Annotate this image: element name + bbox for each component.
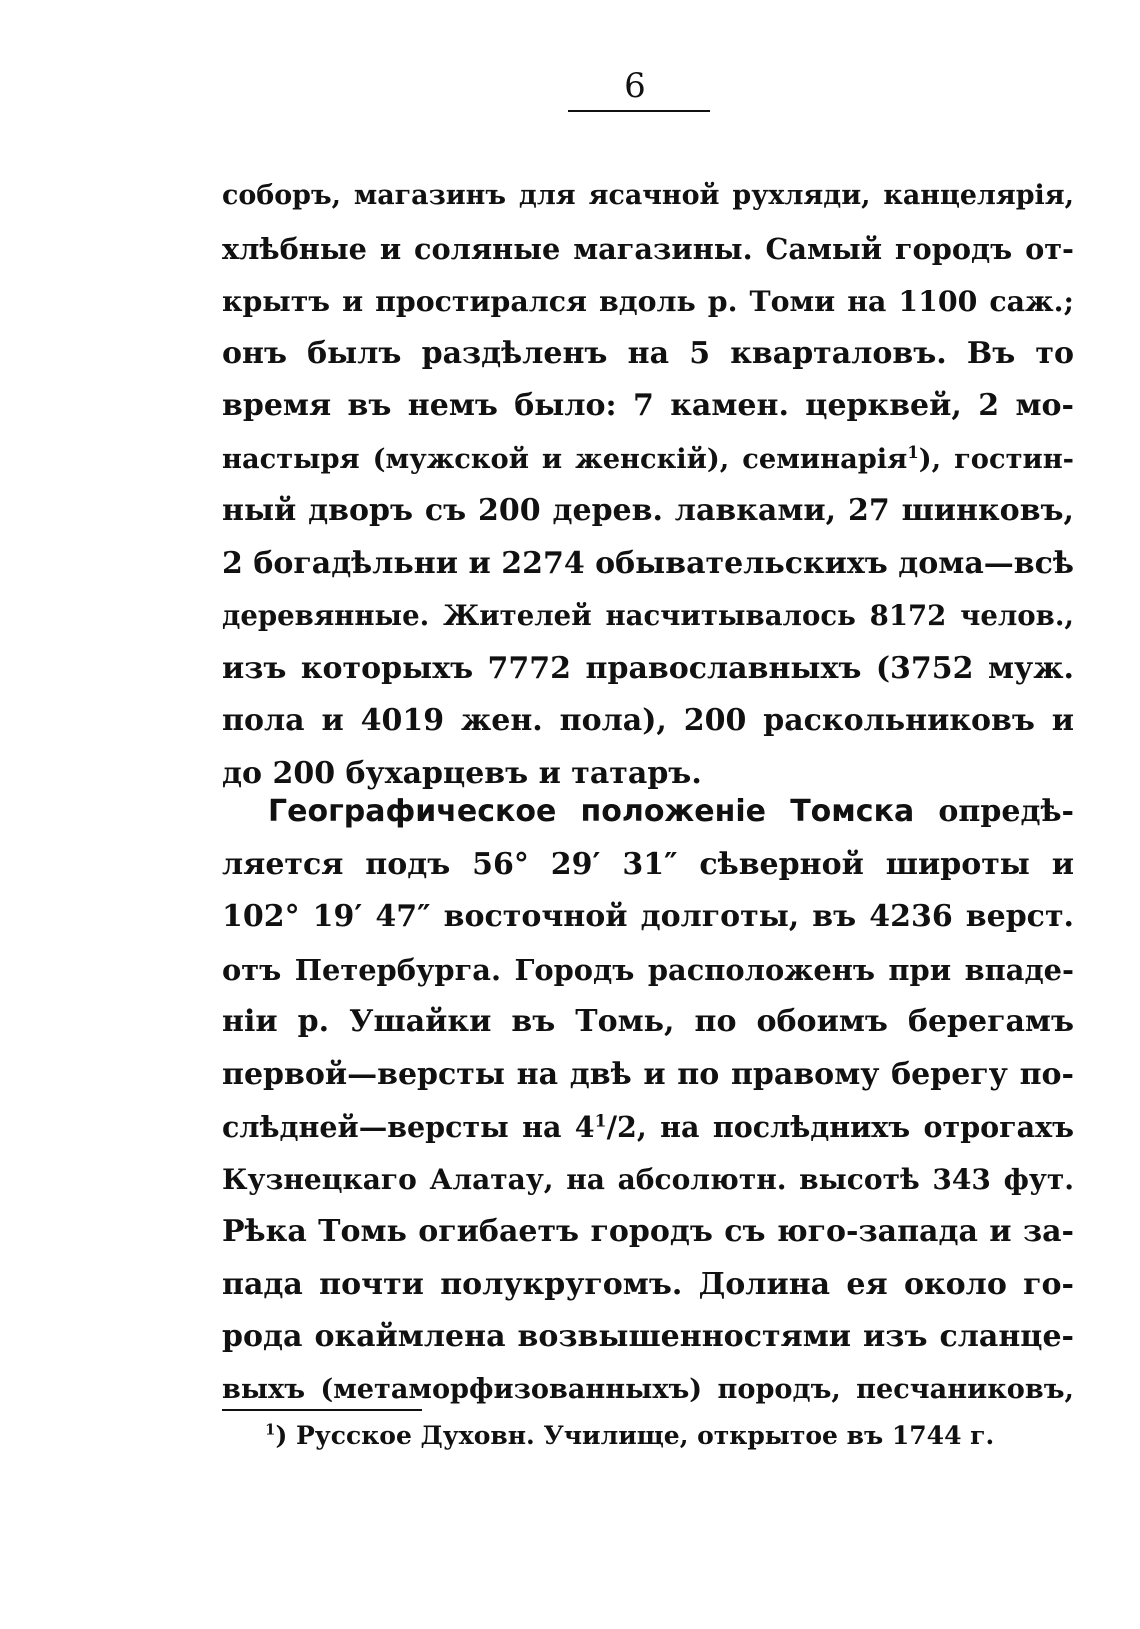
text-line [222, 1101, 1074, 1154]
page-number-rule [568, 110, 710, 112]
text-fragment: опредѣ- [938, 794, 1074, 829]
text-line [222, 786, 1074, 839]
text-line: онъ былъ раздѣленъ на 5 кварталовъ. Въ то [222, 335, 1074, 371]
text-line: время въ немъ было: 7 камен. церквей, 2 мо- [222, 388, 1074, 423]
fraction-denominator: /2 [606, 1110, 637, 1144]
footnote-marker: 1 [265, 1420, 276, 1439]
text-line: отъ Петербурга. Городъ расположенъ при впаде- [222, 952, 1074, 987]
text-line: первой—версты на двѣ и по правому берегу по- [222, 1056, 1074, 1092]
paragraph-1 [222, 170, 1074, 800]
text-line: до 200 бухарцевъ и татаръ. [222, 755, 702, 791]
text-line: 102° 19′ 47″ восточной долготы, въ 4236 верст. [222, 899, 1074, 934]
text-line: ный дворъ съ 200 дерев. лавками, 27 шинковъ, [222, 493, 1074, 528]
text-line: выхъ (метаморфизованныхъ) породъ, песчаниковъ, [222, 1373, 1074, 1405]
text-fragment: ), гостин- [918, 442, 1074, 475]
text-fragment: слѣдней—версты на 4 [222, 1110, 595, 1144]
section-lead: Географическое положеніе Томска [268, 794, 915, 829]
paragraph-2 [222, 786, 1074, 1416]
text-line: изъ которыхъ 7772 православныхъ (3752 муж. [222, 650, 1074, 686]
text-line: деревянные. Жителей насчитывалось 8172 челов., [222, 600, 1074, 632]
text-line [222, 433, 1074, 486]
text-line: Кузнецкаго Алатау, на абсолютн. высотѣ 343 фут. [222, 1162, 1074, 1196]
fraction-numerator: 1 [594, 1111, 607, 1132]
footnote-text: ) Русское Духовн. Училище, открытое въ 1744 г. [275, 1421, 995, 1450]
footnote [265, 1416, 1025, 1456]
text-line: 2 богадѣльни и 2274 обывательскихъ дома—всѣ [222, 545, 1074, 581]
text-fragment: , на послѣднихъ отрогахъ [636, 1110, 1075, 1144]
text-line: крытъ и простирался вдоль р. Томи на 1100 саж.; [222, 284, 1074, 318]
text-line: Рѣка Томь огибаетъ городъ съ юго-запада и за- [222, 1214, 1074, 1249]
page-number: 6 [624, 66, 646, 106]
text-fragment: настыря (мужской и женскій), семинарія [222, 442, 908, 475]
text-line: ніи р. Ушайки въ Томь, по обоимъ берегамъ [222, 1004, 1074, 1039]
footnote-rule [222, 1409, 422, 1411]
text-line: пада почти полукругомъ. Долина ея около го- [222, 1266, 1074, 1302]
text-line: ляется подъ 56° 29′ 31″ сѣверной широты и [222, 846, 1074, 882]
text-line: соборъ, магазинъ для ясачной рухляди, канцелярія, [222, 180, 1074, 211]
text-line: хлѣбные и соляные магазины. Самый городъ от- [222, 231, 1074, 266]
footnote-ref: 1 [907, 442, 919, 462]
text-line: рода окаймлена возвышенностями изъ сланце- [222, 1319, 1074, 1354]
text-line: пола и 4019 жен. пола), 200 раскольниковъ и [222, 703, 1074, 738]
